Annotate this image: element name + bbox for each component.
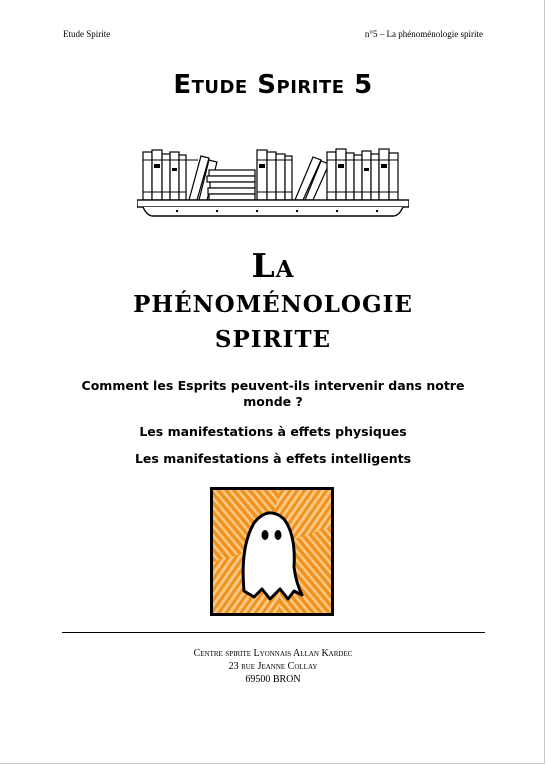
running-header (63, 29, 483, 39)
subject-line-3: spirite (214, 316, 332, 355)
header-right: n°5 – La phénoménologie spirite (364, 29, 483, 39)
footer-org: Centre spirite Lyonnais Allan Kardec (193, 648, 353, 659)
topics (60, 378, 486, 466)
footer-city: 69500 BRON (245, 674, 301, 685)
footer-street: 23 rue Jeanne Collay (228, 661, 318, 672)
document-title: Etude Spirite 5 (173, 70, 373, 100)
footer-address (0, 647, 546, 686)
topic-question: Comment les Esprits peuvent-ils intervenir dans notre monde ? (81, 378, 465, 409)
subject-title (0, 248, 546, 353)
header-left: Etude Spirite (63, 29, 111, 39)
topic-physical: Les manifestations à effets physiques (139, 424, 407, 439)
subject-line-2: phénoménologie (133, 281, 413, 320)
footer-rule (62, 632, 485, 633)
subject-line-1: La (251, 246, 295, 285)
ghost-icon (210, 487, 334, 616)
topic-intelligent: Les manifestations à effets intelligents (134, 451, 412, 466)
bookshelf-icon (137, 146, 409, 220)
